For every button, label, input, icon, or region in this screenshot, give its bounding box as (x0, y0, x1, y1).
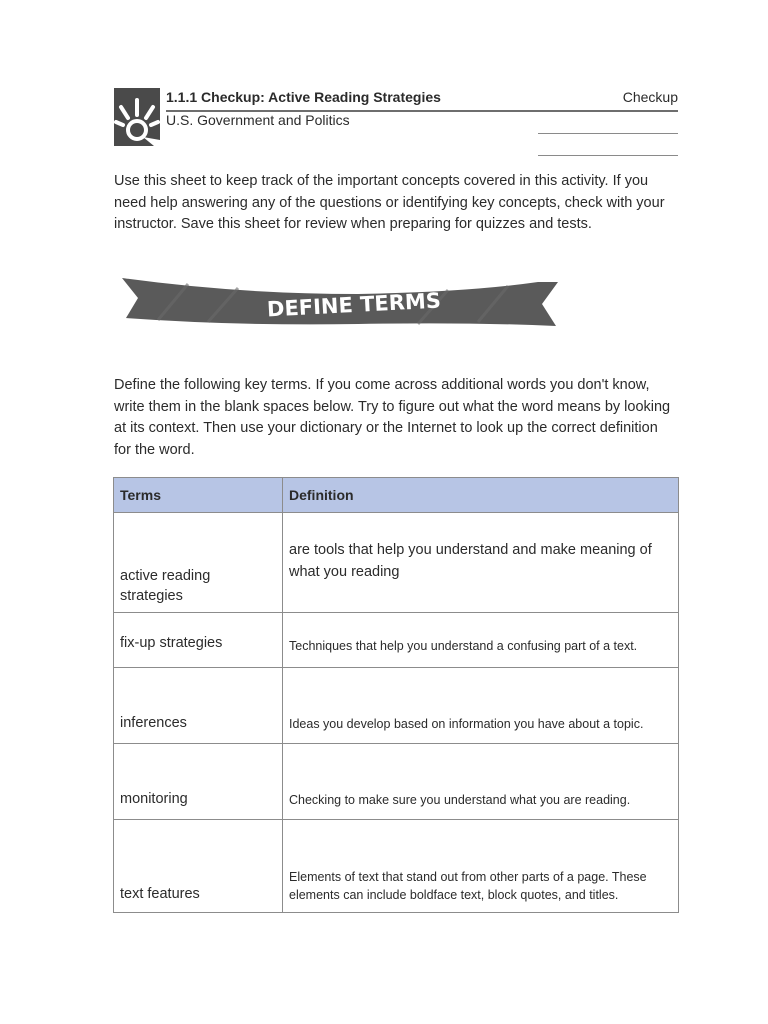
banner-label: DEFINE TERMS (266, 288, 442, 322)
define-terms-banner (118, 272, 560, 334)
table-header-row (114, 478, 679, 513)
definition-cell[interactable]: Techniques that help you understand a confusing part of a text. (283, 613, 679, 668)
term-cell: fix-up strategies (114, 613, 283, 668)
terms-table (113, 477, 679, 913)
course-name: U.S. Government and Politics (166, 112, 350, 128)
table-row (114, 613, 679, 668)
table-row (114, 668, 679, 744)
definition-cell[interactable]: are tools that help you understand and make meaning of what you reading (283, 513, 679, 613)
definition-cell[interactable]: Ideas you develop based on information you have about a topic. (283, 668, 679, 744)
term-cell: monitoring (114, 744, 283, 820)
table-row (114, 820, 679, 913)
term-cell: inferences (114, 668, 283, 744)
name-blank-line (538, 133, 678, 134)
definition-column-header: Definition (283, 478, 679, 513)
document-type: Checkup (622, 89, 678, 105)
definition-cell[interactable]: Elements of text that stand out from other parts of a page. These elements can include boldface text, block quotes, and titles. (283, 820, 679, 913)
date-blank-line (538, 155, 678, 156)
terms-column-header: Terms (114, 478, 283, 513)
term-cell: text features (114, 820, 283, 913)
lightbulb-logo-icon (114, 88, 160, 146)
document-header (114, 88, 678, 158)
table-row (114, 513, 679, 613)
document-title: 1.1.1 Checkup: Active Reading Strategies (166, 89, 441, 105)
table-row (114, 744, 679, 820)
term-cell: active reading strategies (114, 513, 283, 613)
instructions-paragraph: Define the following key terms. If you come across additional words you don't know, write them in the blank spaces below. Try to figure out what the word means by looking at its context. Then use your dictionary or the Internet to look up the correct definition for the word. (114, 377, 671, 458)
title-bar (166, 88, 678, 112)
intro-paragraph: Use this sheet to keep track of the important concepts covered in this activity. If you need help answering any of the questions or identifying key concepts, check with your instructor. Save this sheet for review when preparing for quizzes and tests. (114, 173, 665, 232)
definition-cell[interactable]: Checking to make sure you understand what you are reading. (283, 744, 679, 820)
